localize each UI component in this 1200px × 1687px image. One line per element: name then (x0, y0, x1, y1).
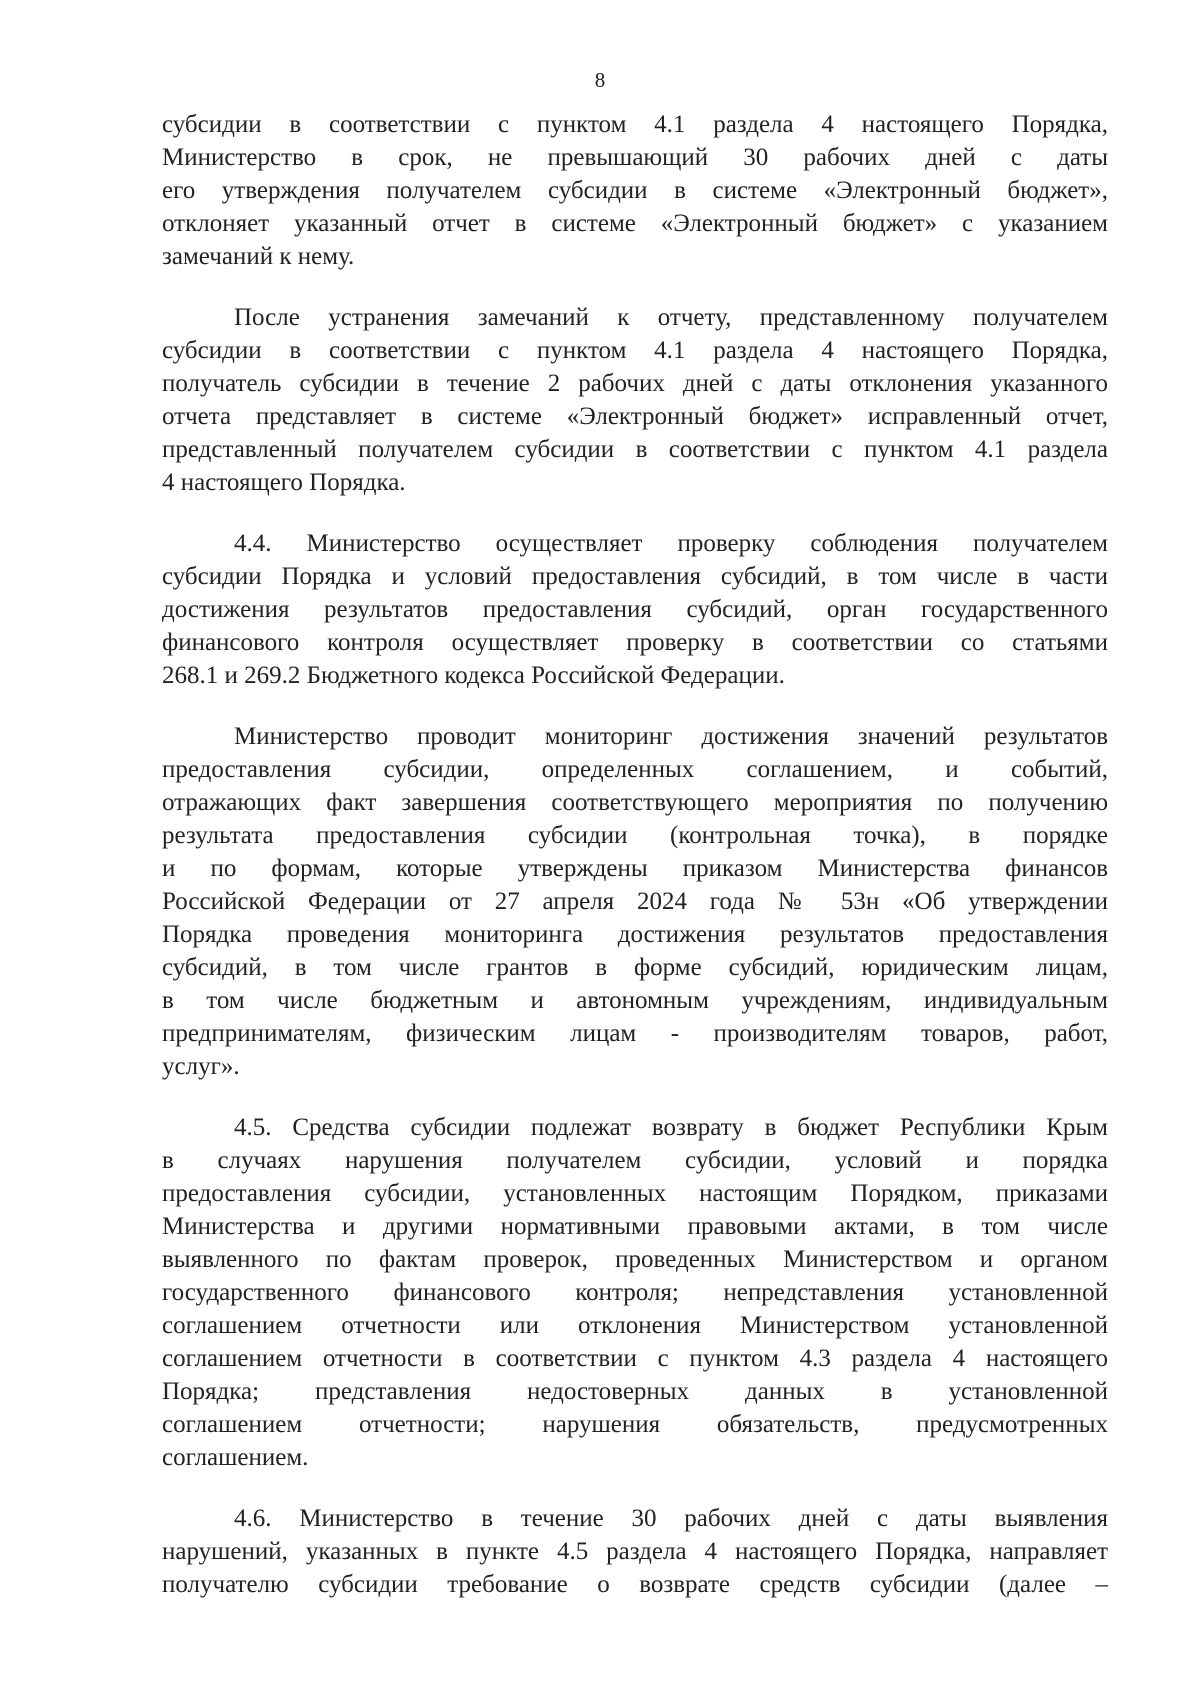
text-line: достижения результатов предоставления субсидий, орган государственного (162, 596, 1108, 623)
paragraph-report-rejection (162, 108, 1108, 273)
text-line: субсидии Порядка и условий предоставления субсидий, в том числе в части (162, 563, 1108, 590)
text-line: его утверждения получателем субсидии в системе «Электронный бюджет», (162, 177, 1108, 204)
text-line: соглашением отчетности или отклонения Министерством установленной (162, 1312, 1108, 1339)
text-line: субсидии в соответствии с пунктом 4.1 раздела 4 настоящего Порядка, (162, 337, 1108, 364)
text-line: 4.6. Министерство в течение 30 рабочих дней с даты выявления (234, 1505, 1108, 1532)
text-line: После устранения замечаний к отчету, представленному получателем (234, 304, 1108, 331)
text-line: субсидии в соответствии с пунктом 4.1 раздела 4 настоящего Порядка, (162, 111, 1108, 138)
text-line: 4.5. Средства субсидии подлежат возврату в бюджет Республики Крым (234, 1114, 1108, 1141)
text-line: государственного финансового контроля; непредставления установленной (162, 1279, 1108, 1306)
text-line: 4.4. Министерство осуществляет проверку соблюдения получателем (234, 530, 1108, 557)
paragraph-section-4-5 (162, 1111, 1108, 1474)
text-line: 4 настоящего Порядка. (162, 469, 406, 496)
text-line: и по формам, которые утверждены приказом Министерства финансов (162, 855, 1108, 882)
text-line: отражающих факт завершения соответствующего мероприятия по получению (162, 789, 1108, 816)
paragraph-corrected-report (162, 301, 1108, 499)
text-line: услуг». (162, 1053, 240, 1080)
text-line: замечаний к нему. (162, 243, 355, 270)
text-line: соглашением. (162, 1444, 309, 1471)
text-line: Министерства и другими нормативными правовыми актами, в том числе (162, 1213, 1108, 1240)
text-line: отчета представляет в системе «Электронный бюджет» исправленный отчет, (162, 403, 1108, 430)
text-line: Министерство проводит мониторинг достижения значений результатов (234, 723, 1108, 750)
text-line: предпринимателям, физическим лицам - производителям товаров, работ, (162, 1020, 1108, 1047)
text-line: Порядка проведения мониторинга достижения результатов предоставления (162, 921, 1108, 948)
text-line: результата предоставления субсидии (контрольная точка), в порядке (162, 822, 1108, 849)
text-line: Российской Федерации от 27 апреля 2024 года № 53н «Об утверждении (162, 888, 1108, 915)
text-line: субсидий, в том числе грантов в форме субсидий, юридическим лицам, (162, 954, 1108, 981)
text-line: выявленного по фактам проверок, проведенных Министерством и органом (162, 1246, 1108, 1273)
text-line: финансового контроля осуществляет проверку в соответствии со статьями (162, 629, 1108, 656)
text-line: в случаях нарушения получателем субсидии, условий и порядка (162, 1147, 1108, 1174)
paragraph-monitoring (162, 720, 1108, 1083)
text-line: соглашением отчетности в соответствии с пунктом 4.3 раздела 4 настоящего (162, 1345, 1108, 1372)
document-body (162, 108, 1108, 1629)
text-line: 268.1 и 269.2 Бюджетного кодекса Российской Федерации. (162, 662, 785, 689)
text-line: Порядка; представления недостоверных данных в установленной (162, 1378, 1108, 1405)
text-line: нарушений, указанных в пункте 4.5 раздела 4 настоящего Порядка, направляет (162, 1538, 1108, 1565)
text-line: предоставления субсидии, определенных соглашением, и событий, (162, 756, 1108, 783)
text-line: соглашением отчетности; нарушения обязательств, предусмотренных (162, 1411, 1108, 1438)
paragraph-section-4-6 (162, 1502, 1108, 1601)
text-line: получателю субсидии требование о возврате средств субсидии (далее – (162, 1571, 1108, 1598)
text-line: представленный получателем субсидии в соответствии с пунктом 4.1 раздела (162, 436, 1108, 463)
text-line: в том числе бюджетным и автономным учреждениям, индивидуальным (162, 987, 1108, 1014)
paragraph-section-4-4 (162, 527, 1108, 692)
page-number: 8 (594, 68, 606, 92)
text-line: предоставления субсидии, установленных настоящим Порядком, приказами (162, 1180, 1108, 1207)
text-line: Министерство в срок, не превышающий 30 рабочих дней с даты (162, 144, 1108, 171)
text-line: отклоняет указанный отчет в системе «Электронный бюджет» с указанием (162, 210, 1108, 237)
text-line: получатель субсидии в течение 2 рабочих дней с даты отклонения указанного (162, 370, 1108, 397)
